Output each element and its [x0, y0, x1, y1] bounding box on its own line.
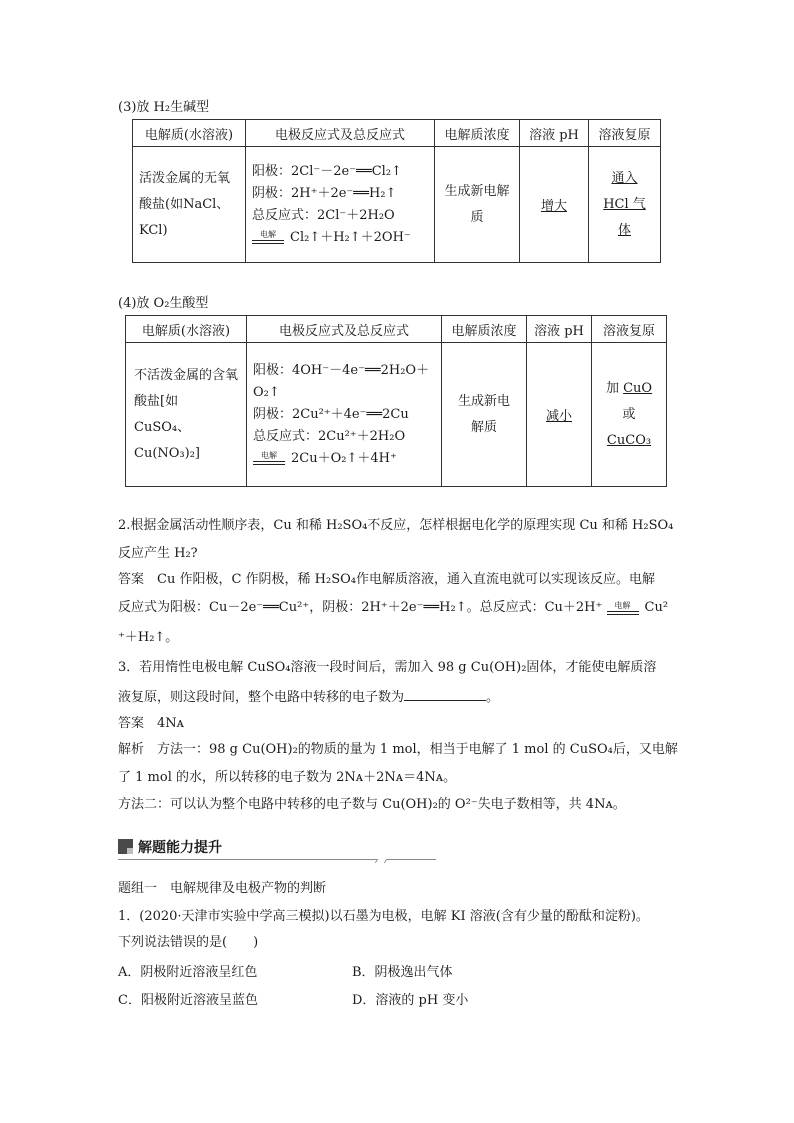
formula-result: 2Cu＋O₂↑＋4H⁺ [291, 450, 397, 466]
formula-anode: 阳极：4OH⁻－4e⁻══2H₂O＋ [253, 362, 430, 378]
section-header [118, 836, 436, 860]
formula-result: Cl₂↑＋H₂↑＋2OH⁻ [290, 229, 411, 245]
section-title: 解题能力提升 [138, 840, 222, 856]
cell-concentration: 生成新电解质 [435, 147, 520, 263]
q3-analysis-line-2: 了 1 mol 的水，所以转移的电子数为 2Nᴀ＋2Nᴀ＝4Nᴀ。 [118, 770, 457, 785]
q2-answer-line-1: 答案 Cu 作阳极，C 作阴极，稀 H₂SO₄作电解质溶液，通入直流电就可以实现该反应。电解 [118, 572, 655, 587]
header-electrolyte: 电解质(水溶液) [126, 316, 247, 343]
electrolysis-label: 电解 [614, 600, 631, 610]
q3-analysis-line-3: 方法二：可以认为整个电路中转移的电子数与 Cu(OH)₂的 O²⁻失电子数相等，共 4Nᴀ。 [118, 797, 626, 812]
header-restore: 溶液复原 [589, 120, 661, 147]
q3-line-2-text: 液复原，则这段时间，整个电路中转移的电子数为 [118, 690, 405, 705]
q2-answer-line-2 [118, 598, 688, 618]
restore-cuo: CuO [623, 380, 653, 396]
q1-line-2: 下列说法错误的是( ) [118, 935, 259, 950]
formula-anode: 阳极：2Cl⁻－2e⁻══Cl₂↑ [252, 163, 402, 179]
table-header-row [133, 120, 661, 147]
table-o2-acid [125, 315, 667, 487]
group-title: 题组一 电解规律及电极产物的判断 [118, 881, 327, 896]
q1-line-1: 1．(2020·天津市实验中学高三模拟)以石墨为电极，电解 KI 溶液(含有少量的酚酞和淀粉)。 [118, 909, 649, 924]
cell-electrolyte: 不活泼金属的含氧酸盐[如 CuSO₄、Cu(NO₃)₂] [126, 343, 247, 487]
cell-ph [520, 147, 589, 263]
option-c[interactable]: C．阳极附近溶液呈蓝色 [118, 993, 258, 1008]
section-4-title: (4)放 O₂生酸型 [118, 296, 209, 311]
header-restore: 溶液复原 [592, 316, 667, 343]
restore-cuco3: CuCO₃ [606, 432, 652, 448]
option-d[interactable]: D．溶液的 pH 变小 [352, 993, 469, 1008]
header-concentration: 电解质浓度 [442, 316, 527, 343]
option-b[interactable]: B．阴极逸出气体 [352, 965, 453, 980]
formula-total: 总反应式：2Cu²⁺＋2H₂O [253, 428, 406, 444]
cell-formula [247, 343, 442, 487]
header-electrolyte: 电解质(水溶液) [133, 120, 246, 147]
formula-total: 总反应式：2Cl⁻＋2H₂O [252, 207, 395, 223]
electrolysis-arrow [253, 451, 285, 465]
q3-line-2-end: 。 [486, 690, 500, 705]
table-row [126, 343, 667, 487]
restore-line-1: 加 CuO [605, 380, 653, 396]
formula-result-line [253, 448, 435, 470]
restore-or: 或 [622, 406, 636, 422]
ph-value: 增大 [540, 199, 567, 214]
electrolysis-label: 电解 [261, 451, 277, 460]
q2-line-1: 2.根据金属活动性顺序表，Cu 和稀 H₂SO₄不反应，怎样根据电化学的原理实现 Cu 和稀 H₂SO₄ [118, 518, 674, 533]
cell-formula [246, 147, 435, 263]
cell-restore [589, 147, 661, 263]
electrolysis-label: 电解 [260, 230, 276, 239]
cell-restore [592, 343, 667, 487]
header-ph: 溶液 pH [520, 120, 589, 147]
formula-cathode: 阴极：2H⁺＋2e⁻══H₂↑ [252, 185, 397, 201]
q2-answer-line-2a: 反应式为阳极：Cu－2e⁻══Cu²⁺，阴极：2H⁺＋2e⁻══H₂↑。总反应式：Cu＋2H⁺ [118, 600, 603, 615]
formula-anode-cont: O₂↑ [253, 384, 280, 400]
restore-value: 通入 HCl 气体 [603, 170, 646, 238]
table-h2-base [132, 119, 661, 263]
electrolysis-arrow [607, 601, 639, 615]
q3-line-1: 3．若用惰性电极电解 CuSO₄溶液一段时间后，需加入 98 g Cu(OH)₂固体，才能使电解质溶 [118, 660, 657, 675]
q3-answer: 答案 4Nᴀ [118, 716, 184, 731]
option-a[interactable]: A．阴极附近溶液呈红色 [118, 965, 258, 980]
table-row [133, 147, 661, 263]
electrolysis-arrow [252, 230, 284, 244]
formula-result-line [252, 227, 428, 249]
section-notch [375, 859, 387, 863]
q3-analysis-line-1: 解析 方法一：98 g Cu(OH)₂的物质的量为 1 mol，相当于电解了 1 mol 的 CuSO₄后，又电解 [118, 742, 678, 757]
section-square-icon [118, 839, 133, 854]
section-underline [118, 859, 436, 860]
q2-line-2: 反应产生 H₂? [118, 546, 198, 561]
q2-answer-line-3: ⁺＋H₂↑。 [118, 630, 179, 645]
header-concentration: 电解质浓度 [435, 120, 520, 147]
formula-cathode: 阴极：2Cu²⁺＋4e⁻══2Cu [253, 406, 409, 422]
cell-electrolyte: 活泼金属的无氧酸盐(如NaCl、KCl) [133, 147, 246, 263]
q3-line-2 [118, 686, 688, 708]
cell-ph [527, 343, 592, 487]
header-formula: 电极反应式及总反应式 [247, 316, 442, 343]
ph-value: 减小 [545, 409, 572, 424]
header-formula: 电极反应式及总反应式 [246, 120, 435, 147]
table-header-row [126, 316, 667, 343]
cell-concentration: 生成新电解质 [442, 343, 527, 487]
q2-answer-line-2b: Cu² [644, 600, 669, 615]
header-ph: 溶液 pH [527, 316, 592, 343]
answer-blank [404, 686, 486, 701]
section-3-title: (3)放 H₂生碱型 [118, 100, 210, 115]
